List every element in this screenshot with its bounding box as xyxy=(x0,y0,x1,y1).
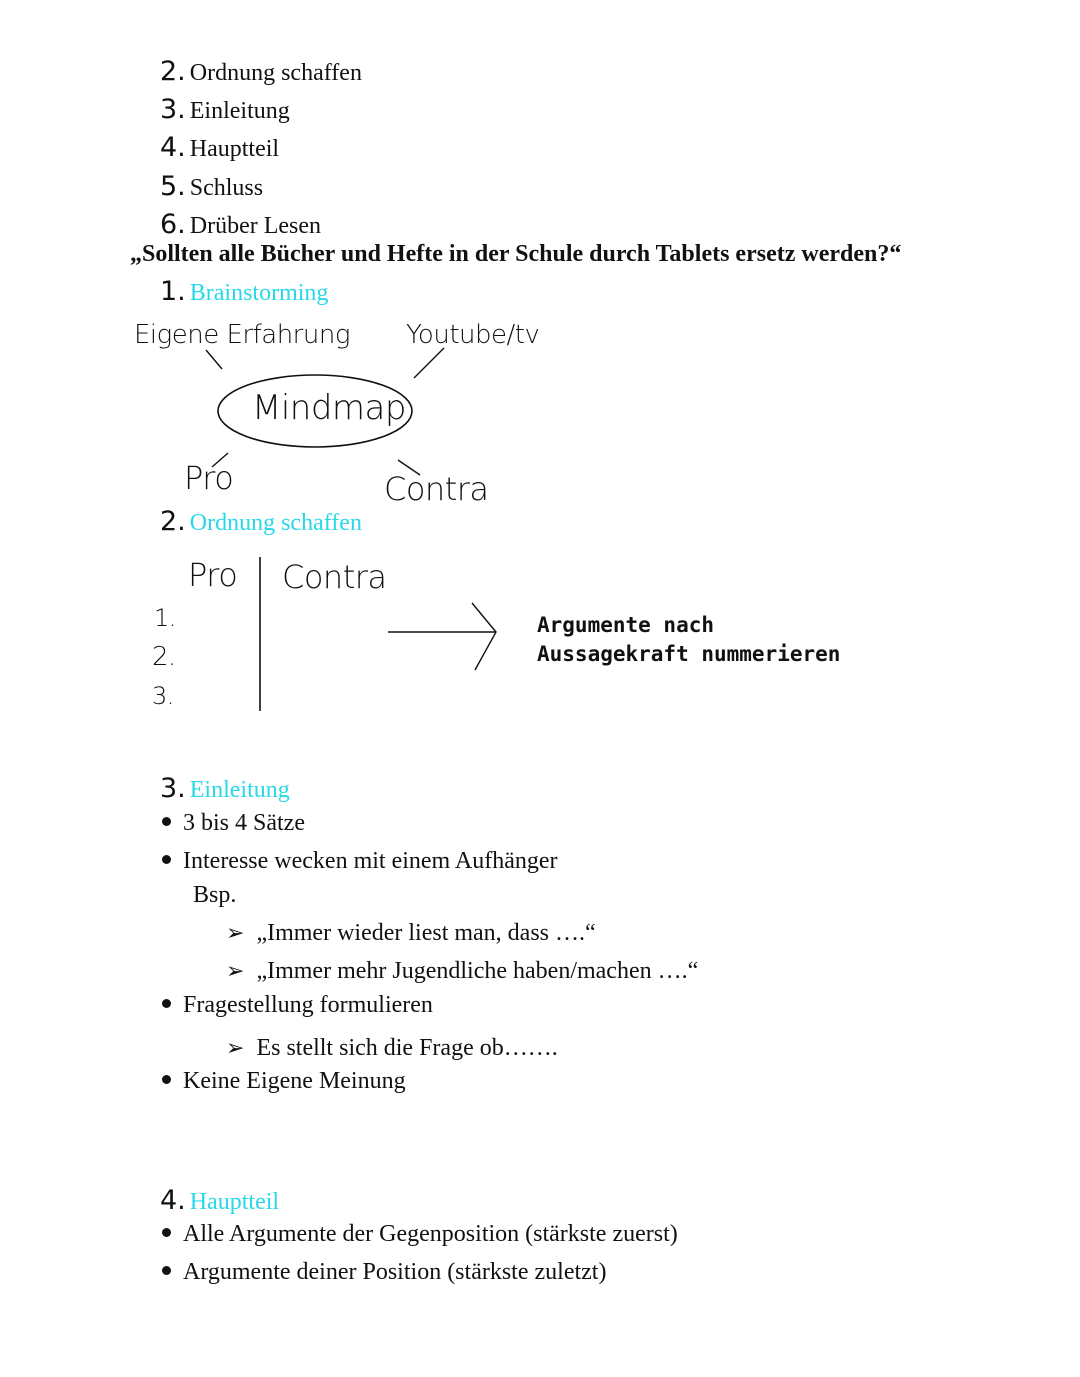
arrowhead-icon: ➢ xyxy=(226,921,245,946)
list-item xyxy=(162,1259,606,1286)
outline-number: 5. xyxy=(160,171,186,202)
section-number: 2. xyxy=(160,506,186,537)
mindmap-center-label: Mindmap xyxy=(252,388,406,428)
example-text: Es stellt sich die Frage ob……. xyxy=(256,1035,558,1061)
example-text: „Immer wieder liest man, dass ….“ xyxy=(256,920,596,946)
section-title: Hauptteil xyxy=(189,1189,280,1215)
section-title: Ordnung schaffen xyxy=(189,510,362,536)
list-item-text: Fragestellung formulieren xyxy=(183,992,433,1018)
outline-number: 2. xyxy=(160,56,186,87)
table-col-contra: Contra xyxy=(282,558,387,596)
example-item xyxy=(226,958,698,985)
example-item xyxy=(226,920,596,947)
section-number: 3. xyxy=(160,773,186,804)
section-2-heading xyxy=(160,506,362,537)
list-item xyxy=(162,1221,678,1248)
table-row-number: 1. xyxy=(154,604,176,632)
mindmap-line-top-right xyxy=(414,348,444,378)
arrowhead-icon xyxy=(472,603,496,670)
mindmap-top-right-label: Youtube/tv xyxy=(406,320,540,350)
mindmap-contra-label: Contra xyxy=(384,470,489,508)
outline-label: Hauptteil xyxy=(189,136,280,162)
section-title: Einleitung xyxy=(189,777,290,803)
mindmap-line-top-left xyxy=(206,350,222,369)
question-heading: „Sollten alle Bücher und Hefte in der Schule durch Tablets ersetz werden?“ xyxy=(130,241,902,267)
list-item xyxy=(162,810,305,837)
outline-number: 3. xyxy=(160,94,186,125)
section-title: Brainstorming xyxy=(189,280,329,306)
note-line-2: Aussagekraft nummerieren xyxy=(537,642,841,666)
outline-number: 6. xyxy=(160,209,186,240)
section-number: 1. xyxy=(160,276,186,307)
mindmap-top-left-label: Eigene Erfahrung xyxy=(134,320,350,350)
table-row-number: 2. xyxy=(152,642,176,672)
bullet-dot-icon xyxy=(162,1266,171,1275)
section-3-heading xyxy=(160,773,290,804)
outline-label: Einleitung xyxy=(189,98,290,124)
outline-label: Drüber Lesen xyxy=(189,213,322,239)
list-item-text: Keine Eigene Meinung xyxy=(183,1068,406,1094)
mindmap-pro-label: Pro xyxy=(184,459,234,497)
table-col-pro: Pro xyxy=(188,556,238,594)
table-row-number: 3. xyxy=(152,682,174,710)
outline-number: 4. xyxy=(160,132,186,163)
list-item-text: Alle Argumente der Gegenposition (stärkste zuerst) xyxy=(183,1221,678,1247)
list-item-text: Argumente deiner Position (stärkste zuletzt) xyxy=(183,1259,607,1285)
arrowhead-icon: ➢ xyxy=(226,1036,245,1061)
note-line-1: Argumente nach xyxy=(537,613,715,637)
list-item-text: Interesse wecken mit einem Aufhänger xyxy=(183,848,558,874)
outline-label: Ordnung schaffen xyxy=(189,60,362,86)
bullet-dot-icon xyxy=(162,999,171,1008)
example-text: „Immer mehr Jugendliche haben/machen ….“ xyxy=(256,958,699,984)
list-item xyxy=(162,992,433,1019)
section-4-heading xyxy=(160,1185,279,1216)
bullet-dot-icon xyxy=(162,817,171,826)
section-number: 4. xyxy=(160,1185,186,1216)
example-item xyxy=(226,1035,558,1062)
outline-label: Schluss xyxy=(189,175,264,201)
bullet-dot-icon xyxy=(162,1075,171,1084)
arrowhead-icon: ➢ xyxy=(226,959,245,984)
list-item xyxy=(162,848,558,875)
list-item xyxy=(162,1068,406,1095)
bullet-dot-icon xyxy=(162,855,171,864)
list-item-text: 3 bis 4 Sätze xyxy=(183,810,305,836)
example-label: Bsp. xyxy=(193,882,237,908)
bullet-dot-icon xyxy=(162,1228,171,1237)
